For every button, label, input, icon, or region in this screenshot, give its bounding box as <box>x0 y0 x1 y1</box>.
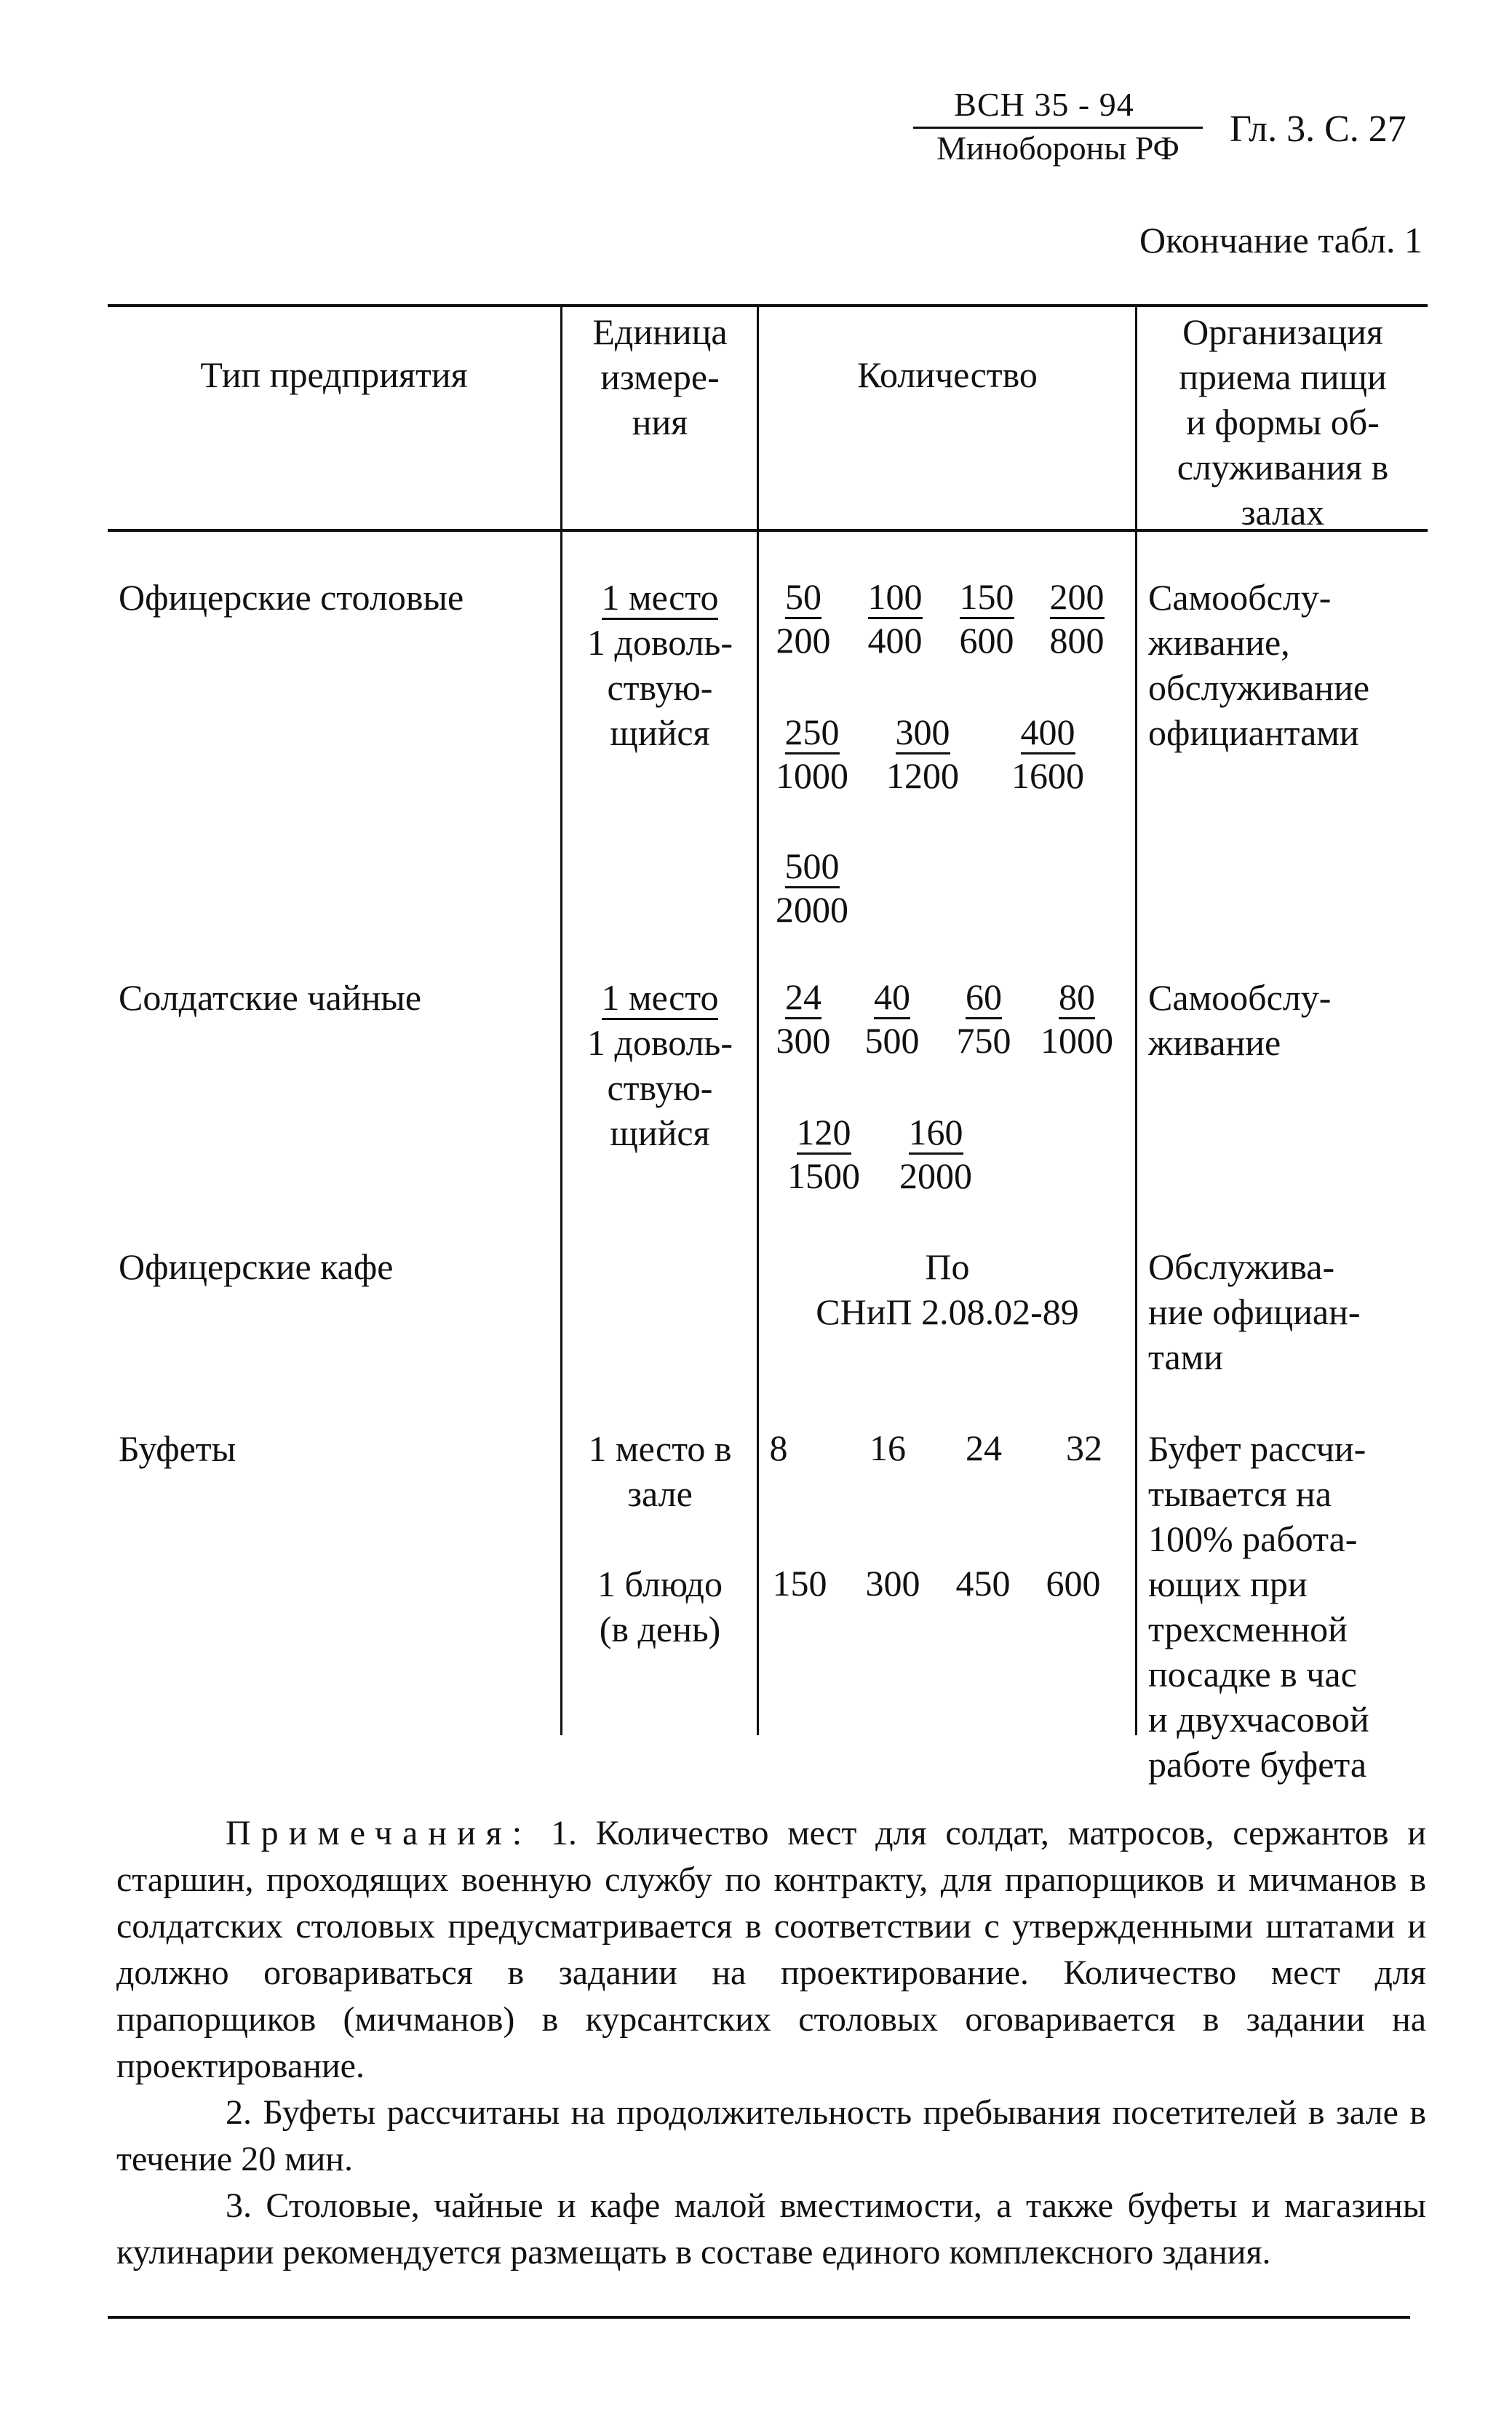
qty-reference <box>760 1244 1135 1334</box>
qty-value: 300 <box>865 1563 920 1604</box>
qty-denominator: 300 <box>776 1020 831 1061</box>
qty-numerator: 120 <box>797 1112 851 1155</box>
unit-denominator-line: ствую- <box>607 1067 713 1108</box>
column-divider-3 <box>1135 306 1137 1735</box>
org-cell <box>1148 575 1425 755</box>
table-top-rule <box>108 304 1428 307</box>
bottom-rule <box>108 2316 1410 2319</box>
qty-fraction <box>768 710 856 797</box>
qty-fraction <box>760 575 847 662</box>
col-header-org-line: Организация <box>1182 311 1383 352</box>
unit-numerator: 1 место <box>602 977 719 1020</box>
notes-heading: Примечания: <box>226 1814 533 1852</box>
org-line: 100% работа- <box>1148 1518 1358 1559</box>
qty-numerator: 150 <box>960 576 1014 619</box>
qty-numerator: 400 <box>1021 712 1075 754</box>
col-header-org-line: служивания в <box>1177 447 1389 487</box>
qty-denominator: 2000 <box>776 889 848 930</box>
org-line: Обслужива- <box>1148 1246 1335 1287</box>
document-code: ВСН 35 - 94 <box>954 86 1134 123</box>
row-type-officers-canteens: Офицерские столовые <box>119 577 464 618</box>
org-line: трехсменной <box>1148 1609 1348 1649</box>
qty-denominator: 200 <box>776 620 831 661</box>
unit-line: 1 блюдо <box>597 1564 723 1604</box>
unit-denominator-line: 1 доволь- <box>587 1022 733 1063</box>
unit-denominator-line: ствую- <box>607 667 713 708</box>
row-type-officers-cafe: Офицерские кафе <box>119 1246 394 1287</box>
qty-numerator: 200 <box>1050 576 1105 619</box>
qty-reference-line: СНиП 2.08.02-89 <box>816 1291 1079 1332</box>
col-header-unit <box>563 309 757 445</box>
col-header-org-line: и формы об- <box>1186 402 1380 442</box>
col-header-organization <box>1138 309 1428 535</box>
qty-numerator: 50 <box>785 576 821 619</box>
row-type-soldiers-tea: Солдатские чайные <box>119 977 422 1018</box>
qty-fraction <box>1033 575 1121 662</box>
qty-numerator: 60 <box>966 976 1002 1019</box>
unit-cell <box>563 1561 757 1652</box>
org-line: Самообслу- <box>1148 577 1332 618</box>
qty-denominator: 1000 <box>776 755 848 796</box>
org-line: работе буфета <box>1148 1744 1367 1785</box>
unit-line: (в день) <box>599 1609 721 1649</box>
issuing-organization: Минобороны РФ <box>936 130 1179 167</box>
qty-denominator: 400 <box>867 620 923 661</box>
org-line: тами <box>1148 1337 1224 1377</box>
unit-cell <box>563 575 757 755</box>
qty-denominator: 1600 <box>1011 755 1084 796</box>
org-line: посадке в час <box>1148 1654 1357 1695</box>
qty-value: 8 <box>769 1427 788 1468</box>
unit-denominator-line: 1 доволь- <box>587 622 733 663</box>
qty-numerator: 250 <box>785 712 840 754</box>
qty-fraction <box>848 975 936 1062</box>
qty-numerator: 24 <box>785 976 821 1019</box>
org-line: обслуживание <box>1148 667 1370 708</box>
col-header-unit-line: измере- <box>600 357 720 397</box>
col-header-type: Тип предприятия <box>200 354 468 395</box>
qty-fraction <box>780 1110 867 1198</box>
org-line: ние официан- <box>1148 1291 1361 1332</box>
qty-value: 16 <box>870 1427 906 1468</box>
note-1 <box>116 1810 1426 2090</box>
org-cell <box>1148 1244 1425 1379</box>
unit-denominator-line: щийся <box>610 712 710 753</box>
column-divider-1 <box>560 306 562 1735</box>
qty-numerator: 80 <box>1059 976 1095 1019</box>
org-cell <box>1148 1426 1425 1787</box>
row-type-buffets: Буфеты <box>119 1428 236 1469</box>
qty-fraction <box>851 575 939 662</box>
qty-fraction <box>760 975 847 1062</box>
qty-denominator: 800 <box>1049 620 1105 661</box>
qty-value: 24 <box>966 1427 1002 1468</box>
unit-cell <box>563 1426 757 1516</box>
qty-reference-line: По <box>925 1246 970 1287</box>
org-line: Самообслу- <box>1148 977 1332 1018</box>
column-divider-2 <box>757 306 759 1735</box>
qty-denominator: 750 <box>956 1020 1011 1061</box>
org-line: живание <box>1148 1022 1281 1063</box>
qty-denominator: 600 <box>959 620 1014 661</box>
qty-denominator: 1500 <box>787 1155 860 1196</box>
qty-numerator: 100 <box>868 576 923 619</box>
qty-fraction <box>1004 710 1091 797</box>
note-1-text: 1. Количество мест для солдат, матросов, сержантов и старшин, проходящих военную службу по контракту, для прапорщиков и мичманов в солдатских столовых предусматривается в соответствии с утвержденными штатами и должно оговариваться в задании на проектирование. Количество мест для прапорщиков (мичманов) в курсантских столовых оговаривается в задании на проектирование. <box>116 1814 1427 2085</box>
unit-line: 1 место в <box>588 1428 732 1469</box>
org-line: официантами <box>1148 712 1359 753</box>
qty-fraction <box>879 710 966 797</box>
qty-denominator: 2000 <box>899 1155 972 1196</box>
page-reference: Гл. 3. С. 27 <box>1230 108 1406 150</box>
qty-denominator: 500 <box>864 1020 920 1061</box>
qty-fraction <box>1033 975 1121 1062</box>
col-header-org-line: залах <box>1241 492 1325 533</box>
note-3: 3. Столовые, чайные и кафе малой вместимости, а также буфеты и магазины кулинарии рекомендуется размещать в составе единого комплексного здания. <box>116 2186 1426 2271</box>
qty-numerator: 160 <box>909 1112 963 1155</box>
table-caption: Окончание табл. 1 <box>1139 220 1423 260</box>
org-line: живание, <box>1148 622 1290 663</box>
unit-cell <box>563 975 757 1155</box>
col-header-unit-line: ния <box>632 402 688 442</box>
qty-numerator: 40 <box>874 976 910 1019</box>
note-2: 2. Буфеты рассчитаны на продолжительность пребывания посетителей в зале в течение 20 мин. <box>116 2093 1426 2178</box>
col-header-quantity: Количество <box>857 354 1038 395</box>
col-header-unit-line: Единица <box>592 311 728 352</box>
qty-numerator: 500 <box>785 845 840 888</box>
col-header-org-line: приема пищи <box>1179 357 1387 397</box>
qty-value: 32 <box>1066 1427 1102 1468</box>
org-line: Буфет рассчи- <box>1148 1428 1366 1469</box>
unit-denominator-line: щийся <box>610 1112 710 1153</box>
qty-value: 450 <box>955 1563 1011 1604</box>
notes-section <box>116 1810 1426 2276</box>
org-line: ющих при <box>1148 1564 1308 1604</box>
qty-fraction <box>768 844 856 931</box>
org-line: и двухчасовой <box>1148 1699 1369 1740</box>
qty-fraction <box>943 575 1030 662</box>
org-line: тывается на <box>1148 1473 1332 1514</box>
qty-fraction <box>940 975 1027 1062</box>
qty-value: 600 <box>1046 1563 1101 1604</box>
unit-numerator: 1 место <box>602 577 719 620</box>
qty-numerator: 300 <box>896 712 950 754</box>
unit-line: зале <box>627 1473 693 1514</box>
qty-denominator: 1200 <box>886 755 959 796</box>
qty-value: 150 <box>772 1563 827 1604</box>
org-cell <box>1148 975 1425 1065</box>
qty-denominator: 1000 <box>1041 1020 1113 1061</box>
qty-fraction <box>892 1110 979 1198</box>
